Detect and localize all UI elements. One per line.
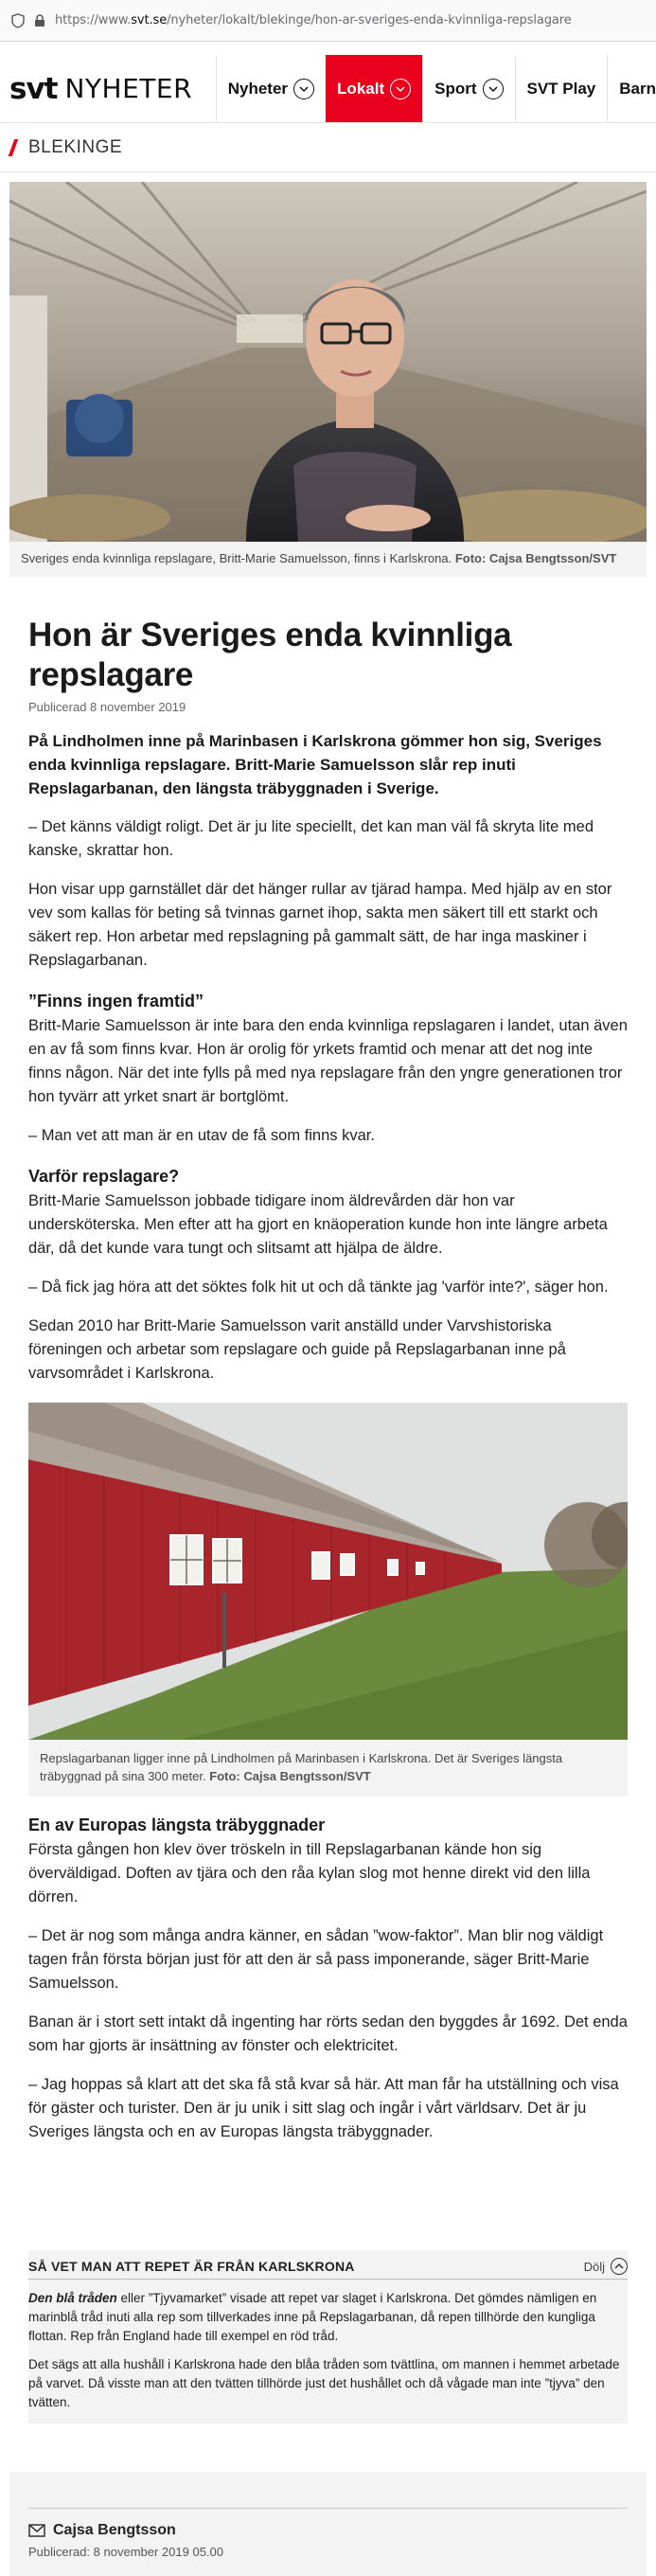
nav-item-sport[interactable] <box>422 55 514 122</box>
hero-figure <box>9 182 647 577</box>
paragraph: Sedan 2010 har Britt-Marie Samuelsson varit anställd under Varvshistoriska föreningen och arbetar som repslagare och guide på Repslagarbanan inne på varvsområdet i Karlskrona. <box>28 1317 566 1382</box>
nav-label: Barn <box>619 79 656 98</box>
hero-image[interactable] <box>9 182 647 542</box>
section-bar <box>0 123 656 172</box>
chevron-down-icon[interactable] <box>483 79 504 99</box>
photo-credit: Foto: Cajsa Bengtsson/SVT <box>454 551 617 565</box>
paragraph: – Jag hoppas så klart att det ska få stå kvar så här. Att man får ha utställning och visa för gäster och turister. Den är ju unik i sitt slag och ingår i vårt världsarv. Det är ju Sveriges längsta och en av Europas längsta träbyggnader. <box>28 2076 619 2140</box>
paragraph: Britt-Marie Samuelsson jobbade tidigare inom äldrevården där hon var undersköterska. Men efter att ha gjort en knäoperation kunde hon inte längre arbeta där, då det kunde vara tungt och slitsamt att hjälpa de äldre. <box>28 1192 608 1257</box>
building-caption <box>28 1740 628 1797</box>
logo-svt: svt <box>9 71 58 106</box>
section-name[interactable]: BLEKINGE <box>28 136 123 157</box>
article-title: Hon är Sveriges enda kvinnliga repslagare <box>28 617 512 693</box>
main-nav <box>216 55 656 122</box>
author-name[interactable]: Cajsa Bengtsson <box>53 2522 176 2538</box>
hide-label: Dölj <box>583 2259 605 2274</box>
nav-label: Lokalt <box>337 79 385 98</box>
chevron-down-icon[interactable] <box>390 79 411 99</box>
fact-text: eller ”Tjyvamarket” visade att repet var slaget i Karlskrona. Det gömdes nämligen en marinblå tråd inuti alla rep som tillverkades inne på Repslagarbanan, då repen tillhörde den kungliga flottan. Rep från England hade till exempel en röd tråd. <box>28 2291 597 2343</box>
url-text[interactable]: https://www.svt.se/nyheter/lokalt/blekinge/hon-ar-sveriges-enda-kvinnliga-repslagare <box>55 13 572 27</box>
chevron-down-icon[interactable] <box>293 79 314 99</box>
pub-label: Publicerad: <box>28 2545 91 2559</box>
shield-icon[interactable] <box>11 13 25 28</box>
fact-box <box>28 2250 628 2424</box>
lock-icon[interactable] <box>34 14 45 27</box>
paragraph: Hon visar upp garnstället där det hänger rullar av tjärad hampa. Med hjälp av en stor vev som kallas för beting så tvinnas garnet ihop, sakta men säkert till ett starkt och säkert rep. Hon arbetar med repslagning på gammalt sätt, de har inga maskiner i Repslagarbanan. <box>28 881 612 969</box>
fact-emphasis: Den blå tråden <box>28 2291 117 2305</box>
subheading: En av Europas längsta träbyggnader <box>28 1816 326 1834</box>
photo-credit: Foto: Cajsa Bengtsson/SVT <box>209 1769 371 1783</box>
fact-box-title: SÅ VET MAN ATT REPET ÄR FRÅN KARLSKRONA <box>28 2259 355 2274</box>
nav-item-nyheter[interactable] <box>216 55 326 122</box>
paragraph: – Det känns väldigt roligt. Det är ju lite speciellt, det kan man väl få skryta lite med kanske, skrattar hon. <box>28 818 594 859</box>
paragraph: – Man vet att man är en utav de få som finns kvar. <box>28 1127 375 1144</box>
nav-item-barn[interactable] <box>607 55 656 122</box>
paragraph: Första gången hon klev över tröskeln in till Repslagarbanan kände hon sig överväldigad. Doften av tjära och den råa kylan slog mot henne direkt vid den lilla dörren. <box>28 1841 591 1905</box>
mail-icon[interactable] <box>28 2524 45 2537</box>
paragraph: Banan är i stort sett intakt då ingenting har rörts sedan den byggdes år 1692. Det enda som har gjorts är insättning av fönster och elektricitet. <box>28 2013 628 2054</box>
nav-item-svt-play[interactable] <box>515 55 608 122</box>
chevron-up-icon[interactable] <box>611 2258 628 2275</box>
subheading: ”Finns ingen framtid” <box>28 992 204 1011</box>
published-date: Publicerad 8 november 2019 <box>28 700 186 714</box>
hide-toggle-button[interactable] <box>584 2258 628 2275</box>
caption-text: Sveriges enda kvinnliga repslagare, Britt-Marie Samuelsson, finns i Karlskrona. <box>21 551 452 565</box>
paragraph: – Det är nog som många andra känner, en sådan ”wow-faktor”. Man blir nog väldigt tagen från första början just för att den är så pass imponerande, säger Britt-Marie Samuelsson. <box>28 1927 604 1992</box>
caption-text: Repslagarbanan ligger inne på Lindholmen på Marinbasen i Karlskrona. Det är Sveriges längsta träbyggnad på sina 300 meter. <box>40 1751 563 1783</box>
section-slash <box>9 139 19 156</box>
fact-box-paragraph: Det sägs att alla hushåll i Karlskrona hade den blåa tråden som tvättlina, om mannen i hemmet arbetade på varvet. Då visste man att den tvätten tillhörde just det hushållet och då vågade man inte ”tjyva” den tvätten. <box>28 2357 620 2409</box>
author-published <box>28 2545 628 2559</box>
subheading: Varför repslagare? <box>28 1167 180 1186</box>
svt-nyheter-logo[interactable] <box>0 55 216 122</box>
nav-label: Nyheter <box>227 79 289 98</box>
article-lead: På Lindholmen inne på Marinbasen i Karlskrona gömmer hon sig, Sveriges enda kvinnliga repslagare. Britt-Marie Samuelsson slår rep inuti Repslagarbanan, den längsta träbyggnaden i Sverige. <box>28 732 602 797</box>
nav-label: SVT Play <box>526 79 596 98</box>
fact-box-paragraph <box>28 2289 628 2346</box>
paragraph: – Då fick jag höra att det söktes folk hit ut och då tänkte jag 'varför inte?', säger hon. <box>28 1279 609 1296</box>
article-body <box>9 606 647 2144</box>
nav-item-lokalt[interactable] <box>326 55 422 122</box>
pub-date: 8 november 2019 05.00 <box>93 2545 223 2559</box>
author-line <box>28 2508 628 2539</box>
building-image[interactable] <box>28 1403 628 1740</box>
site-header <box>0 55 656 123</box>
paragraph: Britt-Marie Samuelsson är inte bara den enda kvinnliga repslagaren i landet, utan även en av få som finns kvar. Hon är orolig för yrkets framtid och menar att det nog inte finns någon. När det inte fylls på med nya repslagare från den yngre generationen tror hon tyvärr att yrket snart är bortglömt. <box>28 1017 628 1105</box>
building-figure <box>28 1403 628 1797</box>
logo-nyheter: NYHETER <box>64 73 193 104</box>
nav-label: Sport <box>434 79 477 98</box>
browser-url-bar[interactable] <box>0 0 656 42</box>
hero-caption <box>9 542 647 577</box>
author-block <box>28 2508 628 2559</box>
fact-box-header <box>28 2258 628 2280</box>
